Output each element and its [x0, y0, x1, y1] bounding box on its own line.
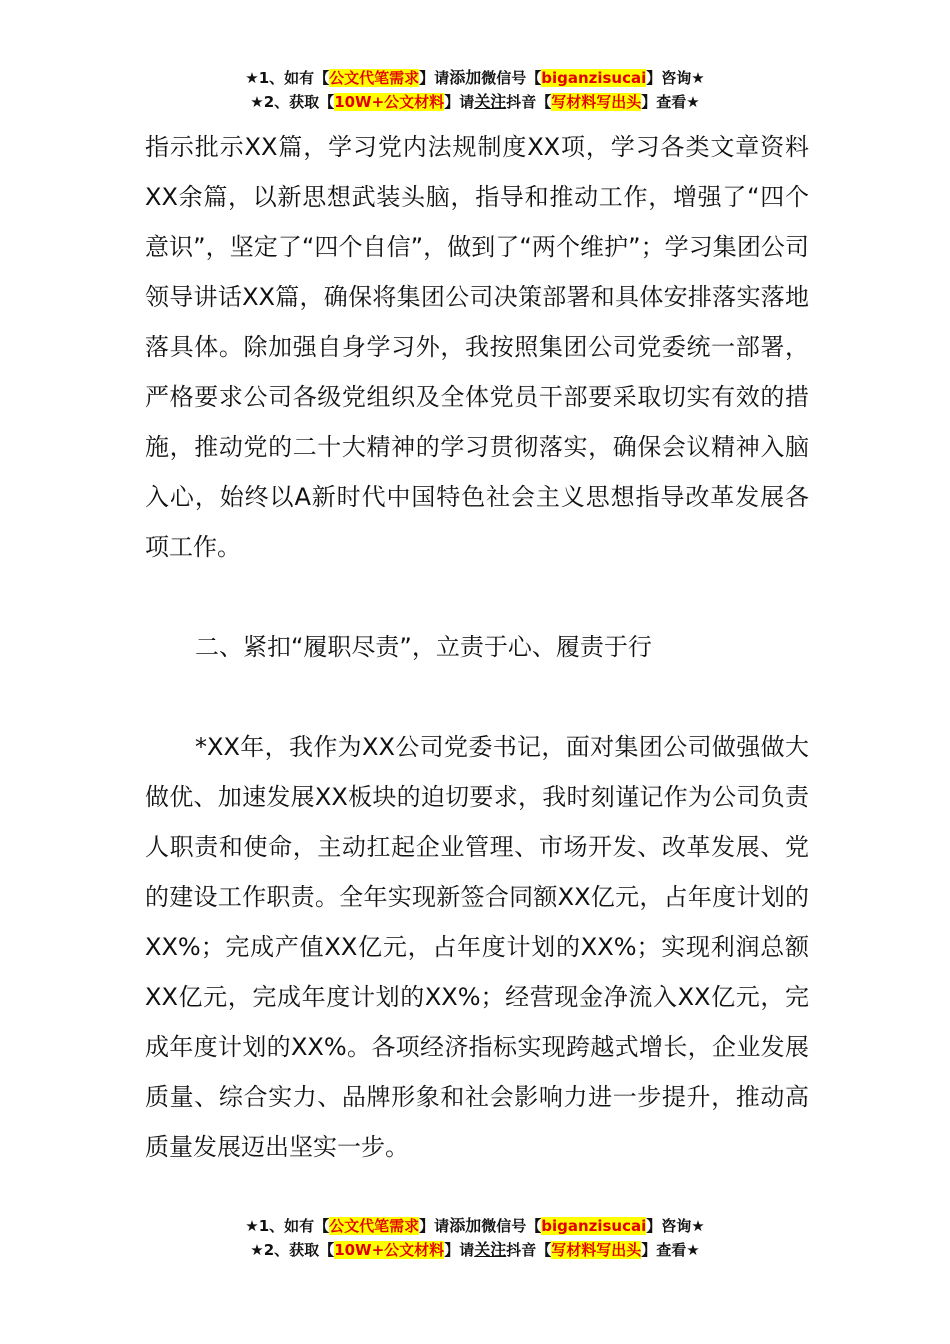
paragraph-performance: *XX年，我作为XX公司党委书记，面对集团公司做强做大做优、加速发展XX板块的迫切要求，我时刻谨记作为公司负责人职责和使命，主动扛起企业管理、市场开发、改革发展、党的建设工作职责。全年实现新签合同额XX亿元，占年度计划的XX%；完成产值XX亿元，占年度计划的XX%；实现利润总额XX亿元，完成年度计划的XX%；经营现金净流入XX亿元，完成年度计划的XX%。各项经济指标实现跨越式增长，企业发展质量、综合实力、品牌形象和社会影响力进一步提升，推动高质量发展迈出坚实一步。: [145, 733, 809, 1161]
promo-banner-top: [0, 66, 950, 114]
highlight-service: 公文代笔需求: [329, 69, 420, 87]
paragraph-study: 指示批示XX篇，学习党内法规制度XX项，学习各类文章资料XX余篇，以新思想武装头脑，指导和推动工作，增强了“四个意识”，坚定了“四个自信”，做到了“两个维护”；学习集团公司领导讲话XX篇，确保将集团公司决策部署和具体安排落实落地落具体。除加强自身学习外，我按照集团公司党委统一部署，严格要求公司各级党组织及全体党员干部要采取切实有效的措施，推动党的二十大精神的学习贯彻落实，确保会议精神入脑入心，始终以A新时代中国特色社会主义思想指导改革发展各项工作。: [145, 133, 809, 561]
promo-line-2: ★2、获取【10W+公文材料】请关注抖音【写材料写出头】查看★: [250, 92, 700, 111]
promo-banner-bottom: [0, 1214, 950, 1262]
promo-line-1: ★1、如有【公文代笔需求】请添加微信号【biganzisucai】咨询★: [245, 1216, 705, 1235]
highlight-materials: 10W+公文材料: [334, 1241, 445, 1259]
promo-line-2: ★2、获取【10W+公文材料】请关注抖音【写材料写出头】查看★: [250, 1240, 700, 1259]
paragraph-gap: [145, 672, 809, 722]
highlight-materials: 10W+公文材料: [334, 93, 445, 111]
paragraph-gap: [145, 572, 809, 622]
highlight-douyin-account: 写材料写出头: [551, 93, 642, 111]
highlight-wechat-id: biganzisucai: [541, 69, 647, 87]
highlight-douyin-account: 写材料写出头: [551, 1241, 642, 1259]
section-heading-2: 二、紧扣“履职尽责”，立责于心、履责于行: [195, 633, 652, 661]
highlight-service: 公文代笔需求: [329, 1217, 420, 1235]
document-body: [145, 122, 809, 1172]
promo-line-1: ★1、如有【公文代笔需求】请添加微信号【biganzisucai】咨询★: [245, 68, 705, 87]
highlight-wechat-id: biganzisucai: [541, 1217, 647, 1235]
